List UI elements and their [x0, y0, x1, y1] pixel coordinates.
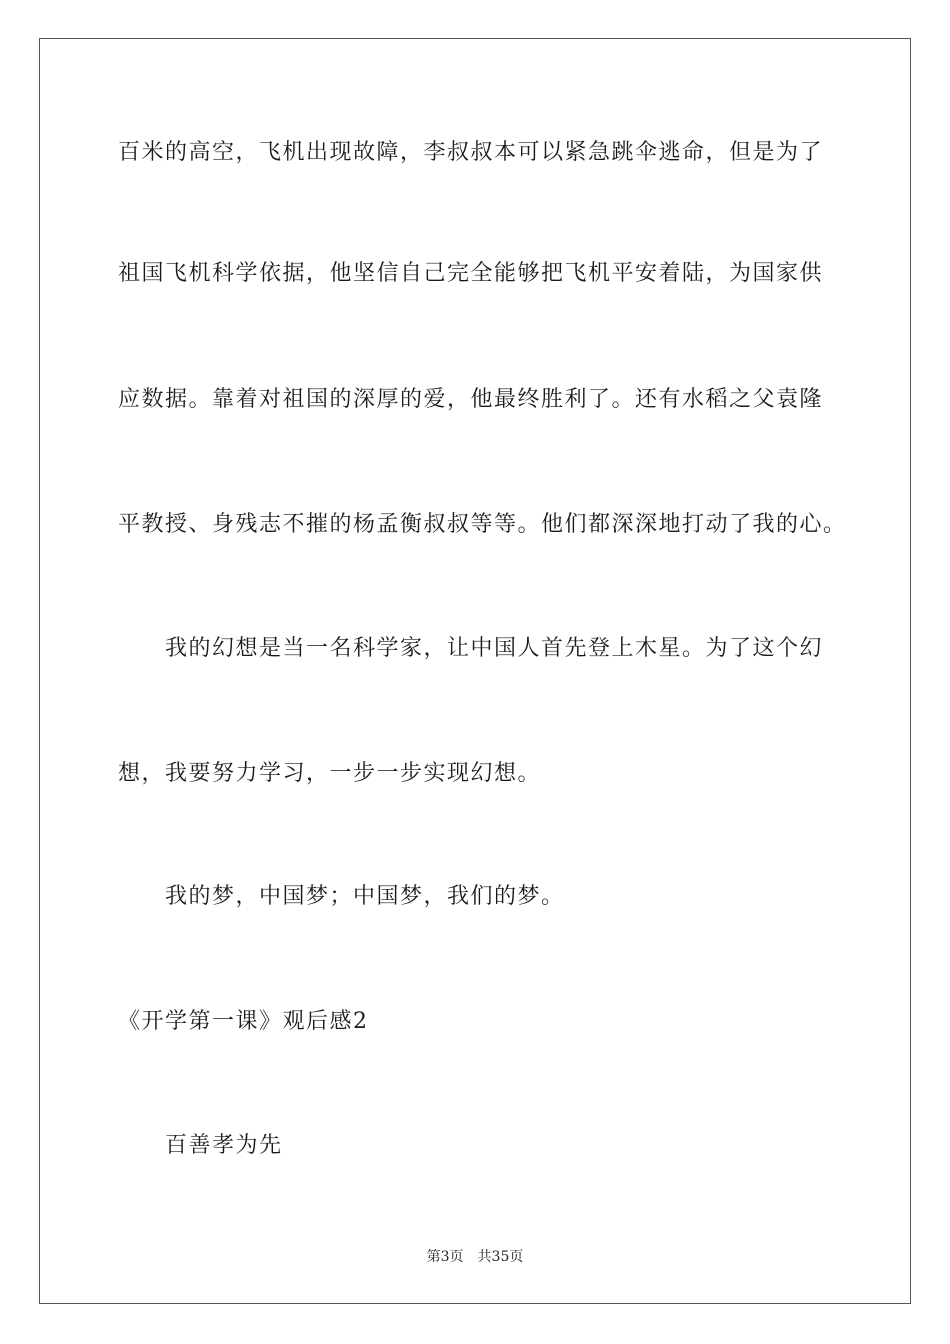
paragraph-start-line: 我的梦，中国梦；中国梦，我们的梦。 [165, 884, 565, 909]
current-page-number: 第3页 [426, 1249, 464, 1265]
paragraph-start-line: 我的幻想是当一名科学家，让中国人首先登上木星。为了这个幻 [165, 636, 824, 661]
paragraph-start-line: 百善孝为先 [165, 1133, 283, 1158]
body-text-line: 祖国飞机科学依据，他坚信自己完全能够把飞机平安着陆，为国家供 [118, 261, 824, 286]
body-text-line: 平教授、身残志不摧的杨孟衡叔叔等等。他们都深深地打动了我的心。 [118, 512, 847, 537]
body-text-line: 百米的高空，飞机出现故障，李叔叔本可以紧急跳伞逃命，但是为了 [118, 140, 824, 165]
section-heading: 《开学第一课》观后感2 [118, 1009, 369, 1034]
total-page-count: 共35页 [477, 1249, 524, 1265]
body-text-line: 应数据。靠着对祖国的深厚的爱，他最终胜利了。还有水稻之父袁隆 [118, 387, 824, 412]
page-footer [0, 1247, 950, 1267]
page-frame [39, 38, 911, 1304]
body-text-line: 想，我要努力学习，一步一步实现幻想。 [118, 761, 542, 786]
